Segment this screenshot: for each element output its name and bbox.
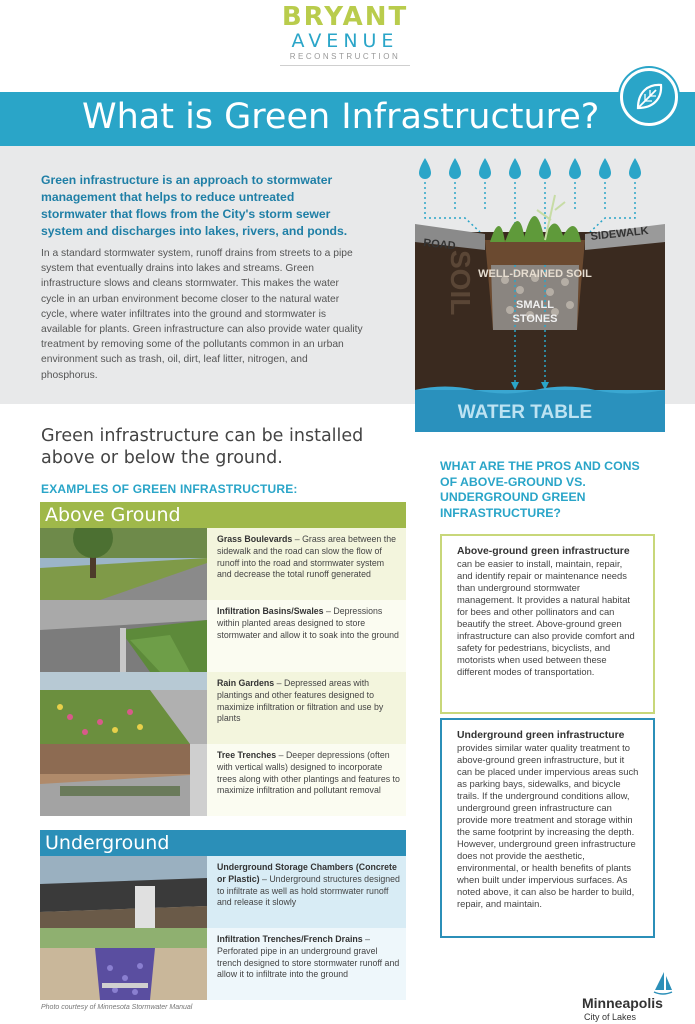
project-logo [270, 4, 420, 66]
example-desc: – Deeper depressions (often with vertical walls) designed to incorporate trees along with other plantings and features to maximize infiltration and pollutant removal [217, 750, 400, 796]
logo-reconstruction: RECONSTRUCTION [289, 52, 401, 61]
rain-garden-photo [40, 672, 207, 744]
above-ground-text: can be easier to install, maintain, repair, and identify repair or maintenance needs than underground stormwater management. It provides a natural habitat for bees and other pollinators and can beautify the street. Above-ground green infrastructure can also provide comfort and safety for pedestrians, bicyclists, and motorists when used between these different modes of transportation. [457, 558, 635, 677]
intro-lead: Green infrastructure is an approach to stormwater management that helps to reduce untreated stormwater that flows from the City's storm sewer system and discharges into lakes, rivers, and ponds. [41, 173, 348, 238]
well-drained-label: WELL-DRAINED SOIL [478, 268, 592, 280]
example-tree-trenches [40, 744, 406, 816]
example-storage-chambers [40, 856, 406, 928]
underground-text: provides similar water quality treatment to above-ground green infrastructure, but it can be placed under impervious areas such as parking bays, sidewalks, and bicycle trails. If the underground conditions allow, underground green infrastructure can provide more treatment and storage within the same footprint by increasing the depth. However, underground green infrastructure does not provide the aesthetic, environmental, or health benefits of plants when built under impervious surfaces. As noted above, it can also be harder to build, repair, and maintain. [457, 742, 639, 909]
section-heading: Green infrastructure can be installed above or below the ground. [41, 426, 364, 468]
infiltration-basins-text [207, 600, 406, 672]
example-title: Infiltration Trenches/French Drains [217, 934, 363, 944]
pros-cons-heading: WHAT ARE THE PROS AND CONS OF ABOVE-GROUND VS. UNDERGROUND GREEN INFRASTRUCTURE? [440, 459, 640, 520]
example-title: Tree Trenches [217, 750, 277, 760]
leaf-icon [620, 68, 678, 126]
example-desc: – Grass area between the sidewalk and the road can slow the flow of runoff into the road and stormwater system and decrease the total runoff generated [217, 534, 396, 580]
storage-chamber-photo [40, 856, 207, 928]
soil-label: SOIL [445, 250, 476, 316]
tree-trenches-text [207, 744, 406, 816]
above-ground-bar: Above Ground [40, 502, 406, 528]
logo-bryant: BRYANT [281, 2, 409, 32]
above-ground-box [440, 534, 655, 714]
examples-label: EXAMPLES OF GREEN INFRASTRUCTURE: [41, 482, 298, 496]
small-label: SMALL [516, 299, 554, 311]
infiltration-trench-photo [40, 928, 207, 1000]
city-tagline: City of Lakes [584, 1012, 637, 1022]
rain-drops [419, 158, 641, 179]
grass-boulevard-photo [40, 528, 207, 600]
tree-trench-photo [40, 744, 207, 816]
example-rain-gardens [40, 672, 406, 744]
page-title: What is Green Infrastructure? [82, 97, 600, 137]
underground-title: Underground green infrastructure [457, 730, 625, 741]
example-infiltration-basins [40, 600, 406, 672]
sidewalk-label: SIDEWALK [590, 224, 650, 243]
underground-box [440, 718, 655, 938]
infiltration-basin-photo [40, 600, 207, 672]
title-band [0, 92, 695, 146]
example-title: Rain Gardens [217, 678, 275, 688]
example-grass-boulevards [40, 528, 406, 600]
example-desc: – Depressed areas with plantings and other features designed to maximize infiltration or filtration and use by plants [217, 678, 384, 724]
intro-body: In a standard stormwater system, runoff drains from streets to a pipe system that eventually drains into lakes and streams. Green infrastructure slows and cleans stormwater. This makes the water cycle in an urban environment become closer to the natural water cycle, where water infiltrates into the ground and stormwater is available for plants. Green infrastructure can also provide water quality treatment by removing some of the pollutants common in an urban environment such as trash, oil, dirt, leaf litter, nitrogen, and phosphorus. [41, 248, 363, 381]
logo-divider [280, 65, 410, 66]
photo-credit: Photo courtesy of Minnesota Stormwater Manual [41, 1004, 193, 1011]
example-desc: – Perforated pipe in an underground gravel trench designed to store stormwater runoff and allow it to infiltrate into the ground [217, 934, 400, 980]
example-infiltration-trenches [40, 928, 406, 1000]
green-infrastructure-diagram [405, 150, 675, 435]
storage-chambers-text [207, 856, 406, 928]
logo-avenue: AVENUE [291, 30, 399, 52]
underground-bar: Underground [40, 830, 406, 856]
infiltration-trenches-text [207, 928, 406, 1000]
example-title: Infiltration Basins/Swales [217, 606, 324, 616]
sail-icon [652, 970, 674, 996]
stones-label: STONES [512, 313, 558, 325]
road-label: ROAD [422, 237, 457, 253]
example-desc: – Underground structures designed to infiltrate as well as hold stormwater runoff and release it slowly [217, 873, 400, 908]
example-desc: – Depressions within planted areas designed to store stormwater and allow it to soak into the ground [217, 606, 399, 640]
water-table-label: WATER TABLE [457, 402, 593, 423]
example-title: Underground Storage Chambers (Concrete or Plastic) [217, 862, 397, 884]
city-name: Minneapolis [582, 995, 663, 1011]
above-ground-title: Above-ground green infrastructure [457, 546, 630, 557]
example-title: Grass Boulevards [217, 534, 293, 544]
grass-boulevards-text [207, 528, 406, 600]
rain-gardens-text [207, 672, 406, 744]
